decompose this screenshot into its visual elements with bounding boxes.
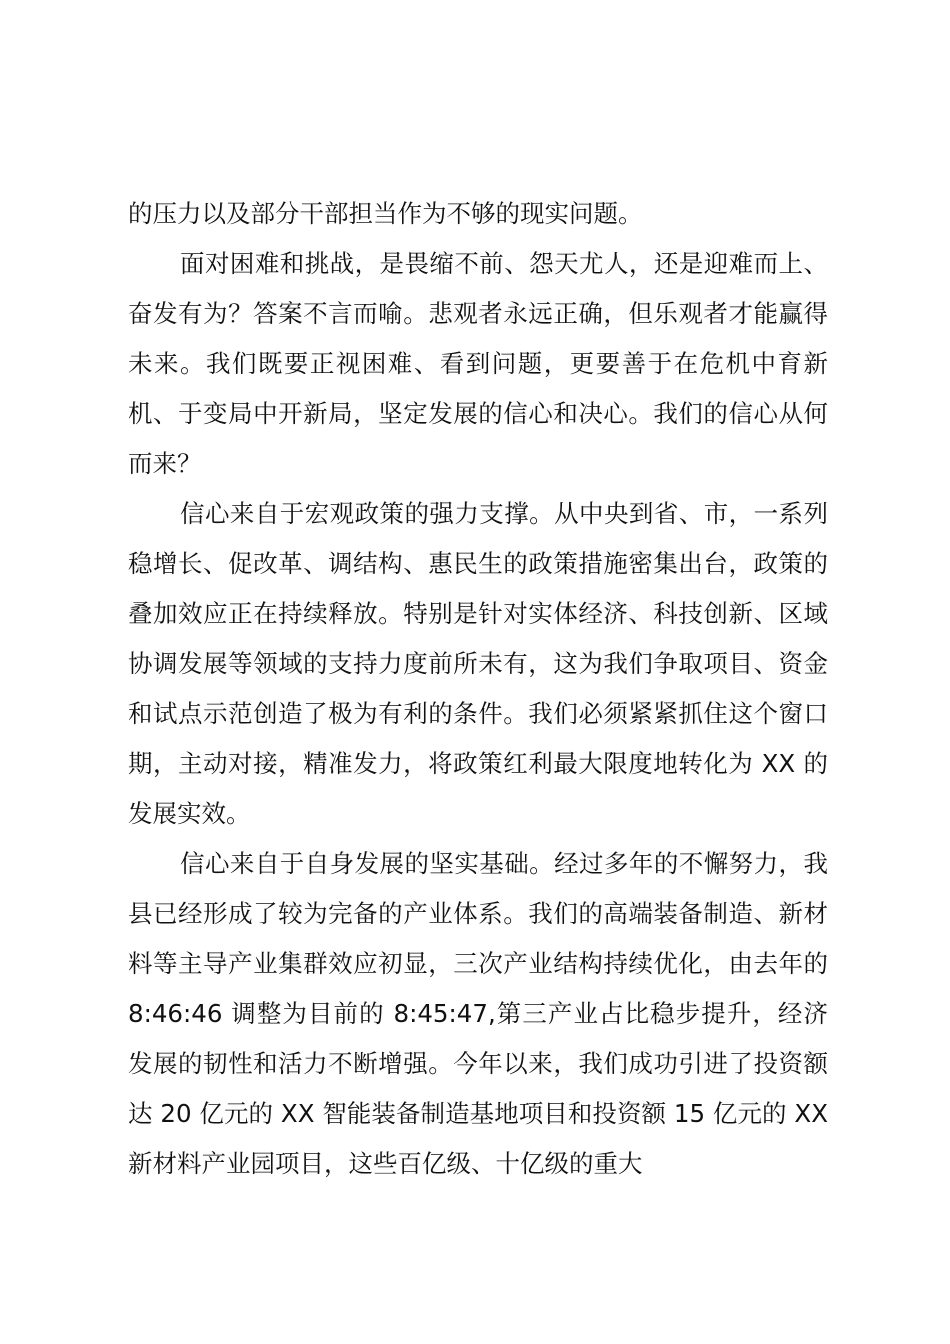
paragraph-continuation: 的压力以及部分干部担当作为不够的现实问题。 [128,199,643,228]
document-body [128,189,828,1189]
paragraph-difficulties: 面对困难和挑战，是畏缩不前、怨天尤人，还是迎难而上、奋发有为？答案不言而喻。悲观者永远正确，但乐观者才能赢得未来。我们既要正视困难、看到问题，更要善于在危机中育新机、于变局中开新局，坚定发展的信心和决心。我们的信心从何而来？ [128,249,828,478]
paragraph-policy-support: 信心来自于宏观政策的强力支撑。从中央到省、市，一系列稳增长、促改革、调结构、惠民生的政策措施密集出台，政策的叠加效应正在持续释放。特别是针对实体经济、科技创新、区域协调发展等领域的支持力度前所未有，这为我们争取项目、资金和试点示范创造了极为有利的条件。我们必须紧紧抓住这个窗口期，主动对接，精准发力，将政策红利最大限度地转化为 XX 的发展实效。 [128,499,828,828]
paragraph-development-foundation: 信心来自于自身发展的坚实基础。经过多年的不懈努力，我县已经形成了较为完备的产业体系。我们的高端装备制造、新材料等主导产业集群效应初显，三次产业结构持续优化，由去年的 8:46:46 调整为目前的 8:45:47,第三产业占比稳步提升，经济发展的韧性和活力不断增强。今年以来，我们成功引进了投资额达 20 亿元的 XX 智能装备制造基地项目和投资额 15 亿元的 XX 新材料产业园项目，这些百亿级、十亿级的重大 [128,849,828,1178]
